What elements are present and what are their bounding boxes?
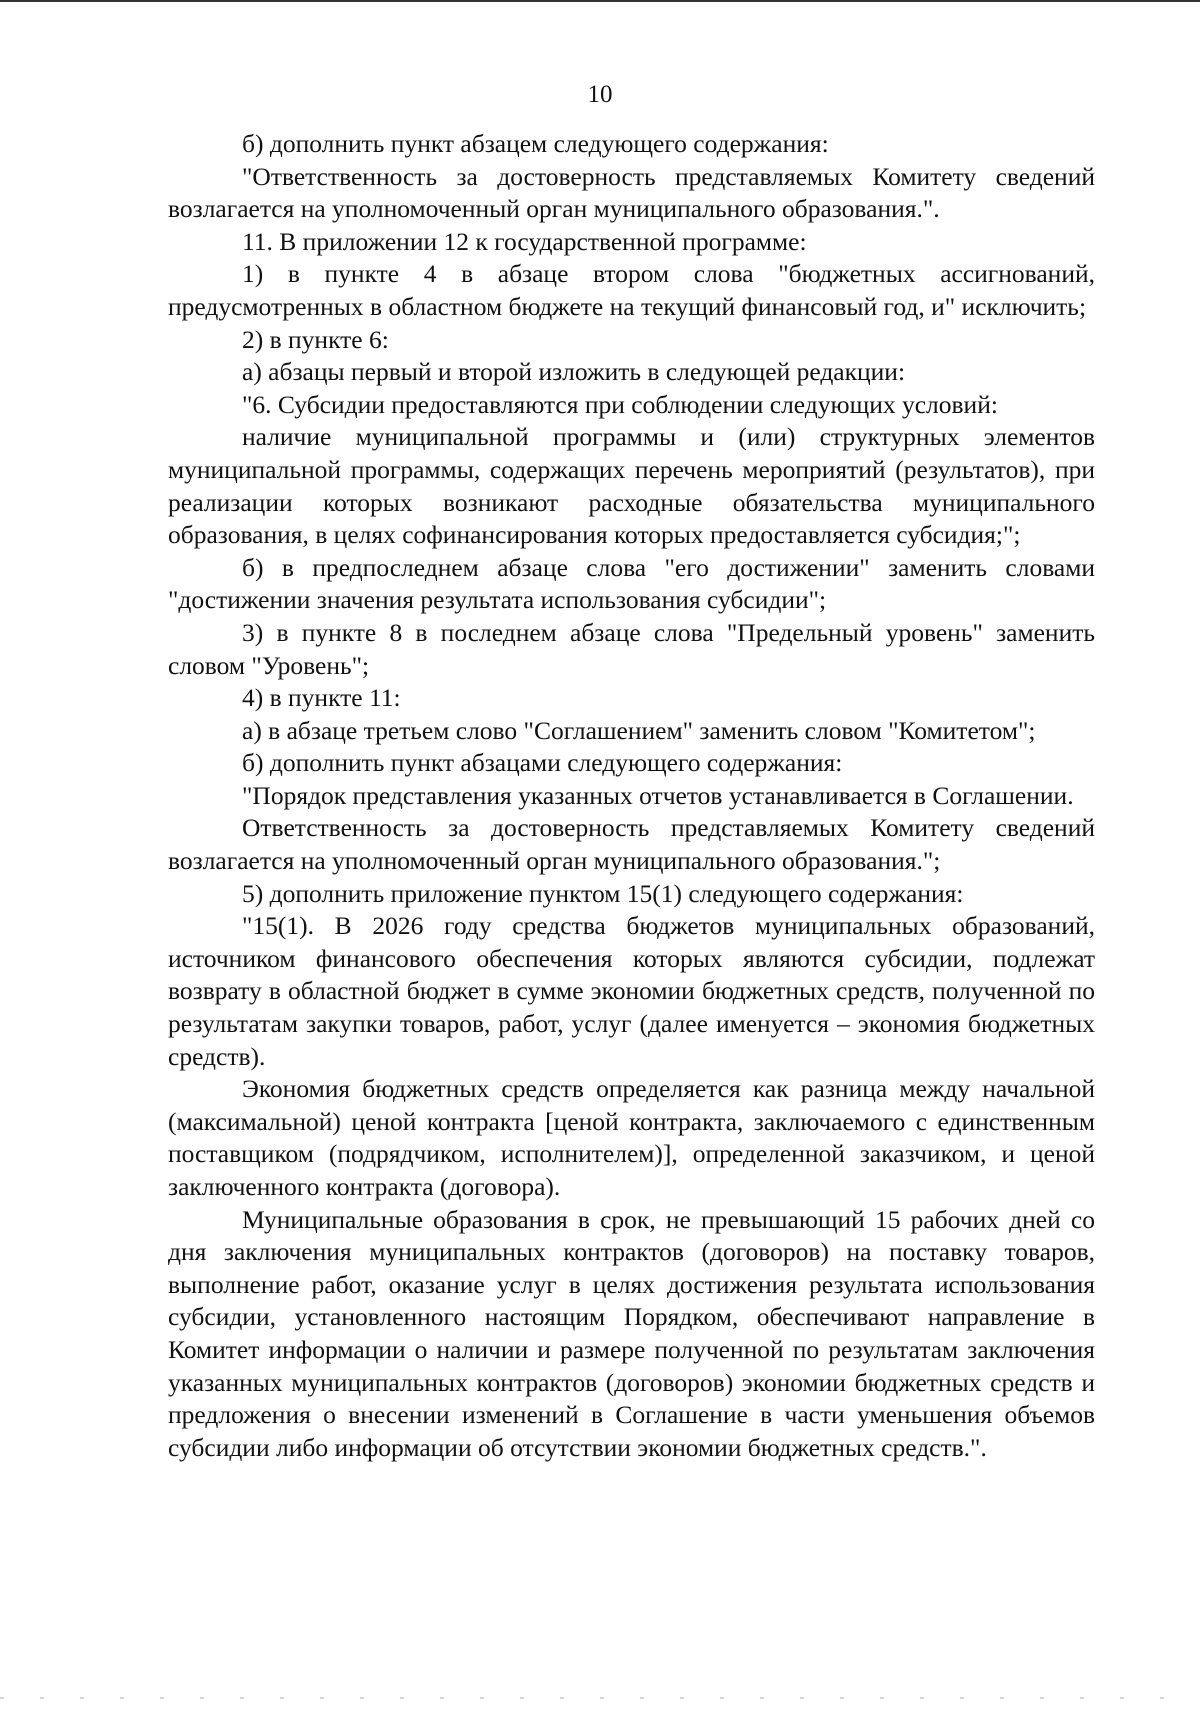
paragraph: Муниципальные образования в срок, не превышающий 15 рабочих дней со дня заключения муниципальных контрактов (договоров) на поставку товаров, выполнение работ, оказание услуг в целях достижения результата использования субсидии, установленного настоящим Порядком, обеспечивают направление в Комитет информации о наличии и размере полученной по результатам заключения указанных муниципальных контрактов (договоров) экономии бюджетных средств и предложения о внесении изменений в Соглашение в части уменьшения объемов субсидии либо информации об отсутствии экономии бюджетных средств.".: [168, 1204, 1095, 1462]
paragraph: "15(1). В 2026 году средства бюджетов муниципальных образований, источником финансового обеспечения которых являются субсидии, подлежат возврату в областной бюджет в сумме экономии бюджетных средств, полученной по результатам закупки товаров, работ, услуг (далее именуется – экономия бюджетных средств).: [168, 911, 1095, 1071]
paragraph: б) дополнить пункт абзацами следующего содержания:: [242, 748, 843, 778]
paragraph: Ответственность за достоверность представляемых Комитету сведений возлагается на уполномоченный орган муниципального образования.";: [168, 813, 1095, 876]
paragraph: 2) в пункте 6:: [242, 324, 389, 354]
paragraph: 3) в пункте 8 в последнем абзаце слова "Предельный уровень" заменить словом "Уровень";: [168, 617, 1095, 680]
page-number: 10: [587, 81, 613, 108]
paragraph: 5) дополнить приложение пунктом 15(1) следующего содержания:: [242, 878, 964, 908]
paragraph: "Порядок представления указанных отчетов устанавливается в Соглашении.: [242, 780, 1074, 810]
paragraph: б) дополнить пункт абзацем следующего содержания:: [242, 129, 829, 158]
scan-noise-line: [0, 1697, 1200, 1699]
paragraph: 1) в пункте 4 в абзаце втором слова "бюджетных ассигнований, предусмотренных в областном бюджете на текущий финансовый год, и" исключить;: [168, 259, 1095, 321]
paragraph: Экономия бюджетных средств определяется как разница между начальной (максимальной) ценой контракта [ценой контракта, заключаемого с единственным поставщиком (подрядчиком, исполнителем)], определенной заказчиком, и ценой заключенного контракта (договора).: [168, 1074, 1095, 1201]
paragraph: наличие муниципальной программы и (или) структурных элементов муниципальной программы, содержащих перечень мероприятий (результатов), при реализации которых возникают расходные обязательства муниципального образования, в целях софинансирования которых предоставляется субсидия;";: [168, 422, 1095, 550]
paragraph: "Ответственность за достоверность представляемых Комитету сведений возлагается на уполномоченный орган муниципального образования.".: [168, 161, 1095, 224]
paragraph: 4) в пункте 11:: [242, 683, 401, 713]
document-body: [168, 128, 1095, 1464]
paragraph: "6. Субсидии предоставляются при соблюдении следующих условий:: [242, 389, 998, 419]
paragraph: а) в абзаце третьем слово "Соглашением" заменить словом "Комитетом";: [242, 715, 1036, 745]
paragraph: 11. В приложении 12 к государственной программе:: [242, 226, 807, 256]
paragraph: б) в предпоследнем абзаце слова "его достижении" заменить словами "достижении значения результата использования субсидии";: [168, 552, 1095, 615]
paragraph: а) абзацы первый и второй изложить в следующей редакции:: [242, 357, 906, 387]
scan-edge-line: [0, 0, 1200, 2]
